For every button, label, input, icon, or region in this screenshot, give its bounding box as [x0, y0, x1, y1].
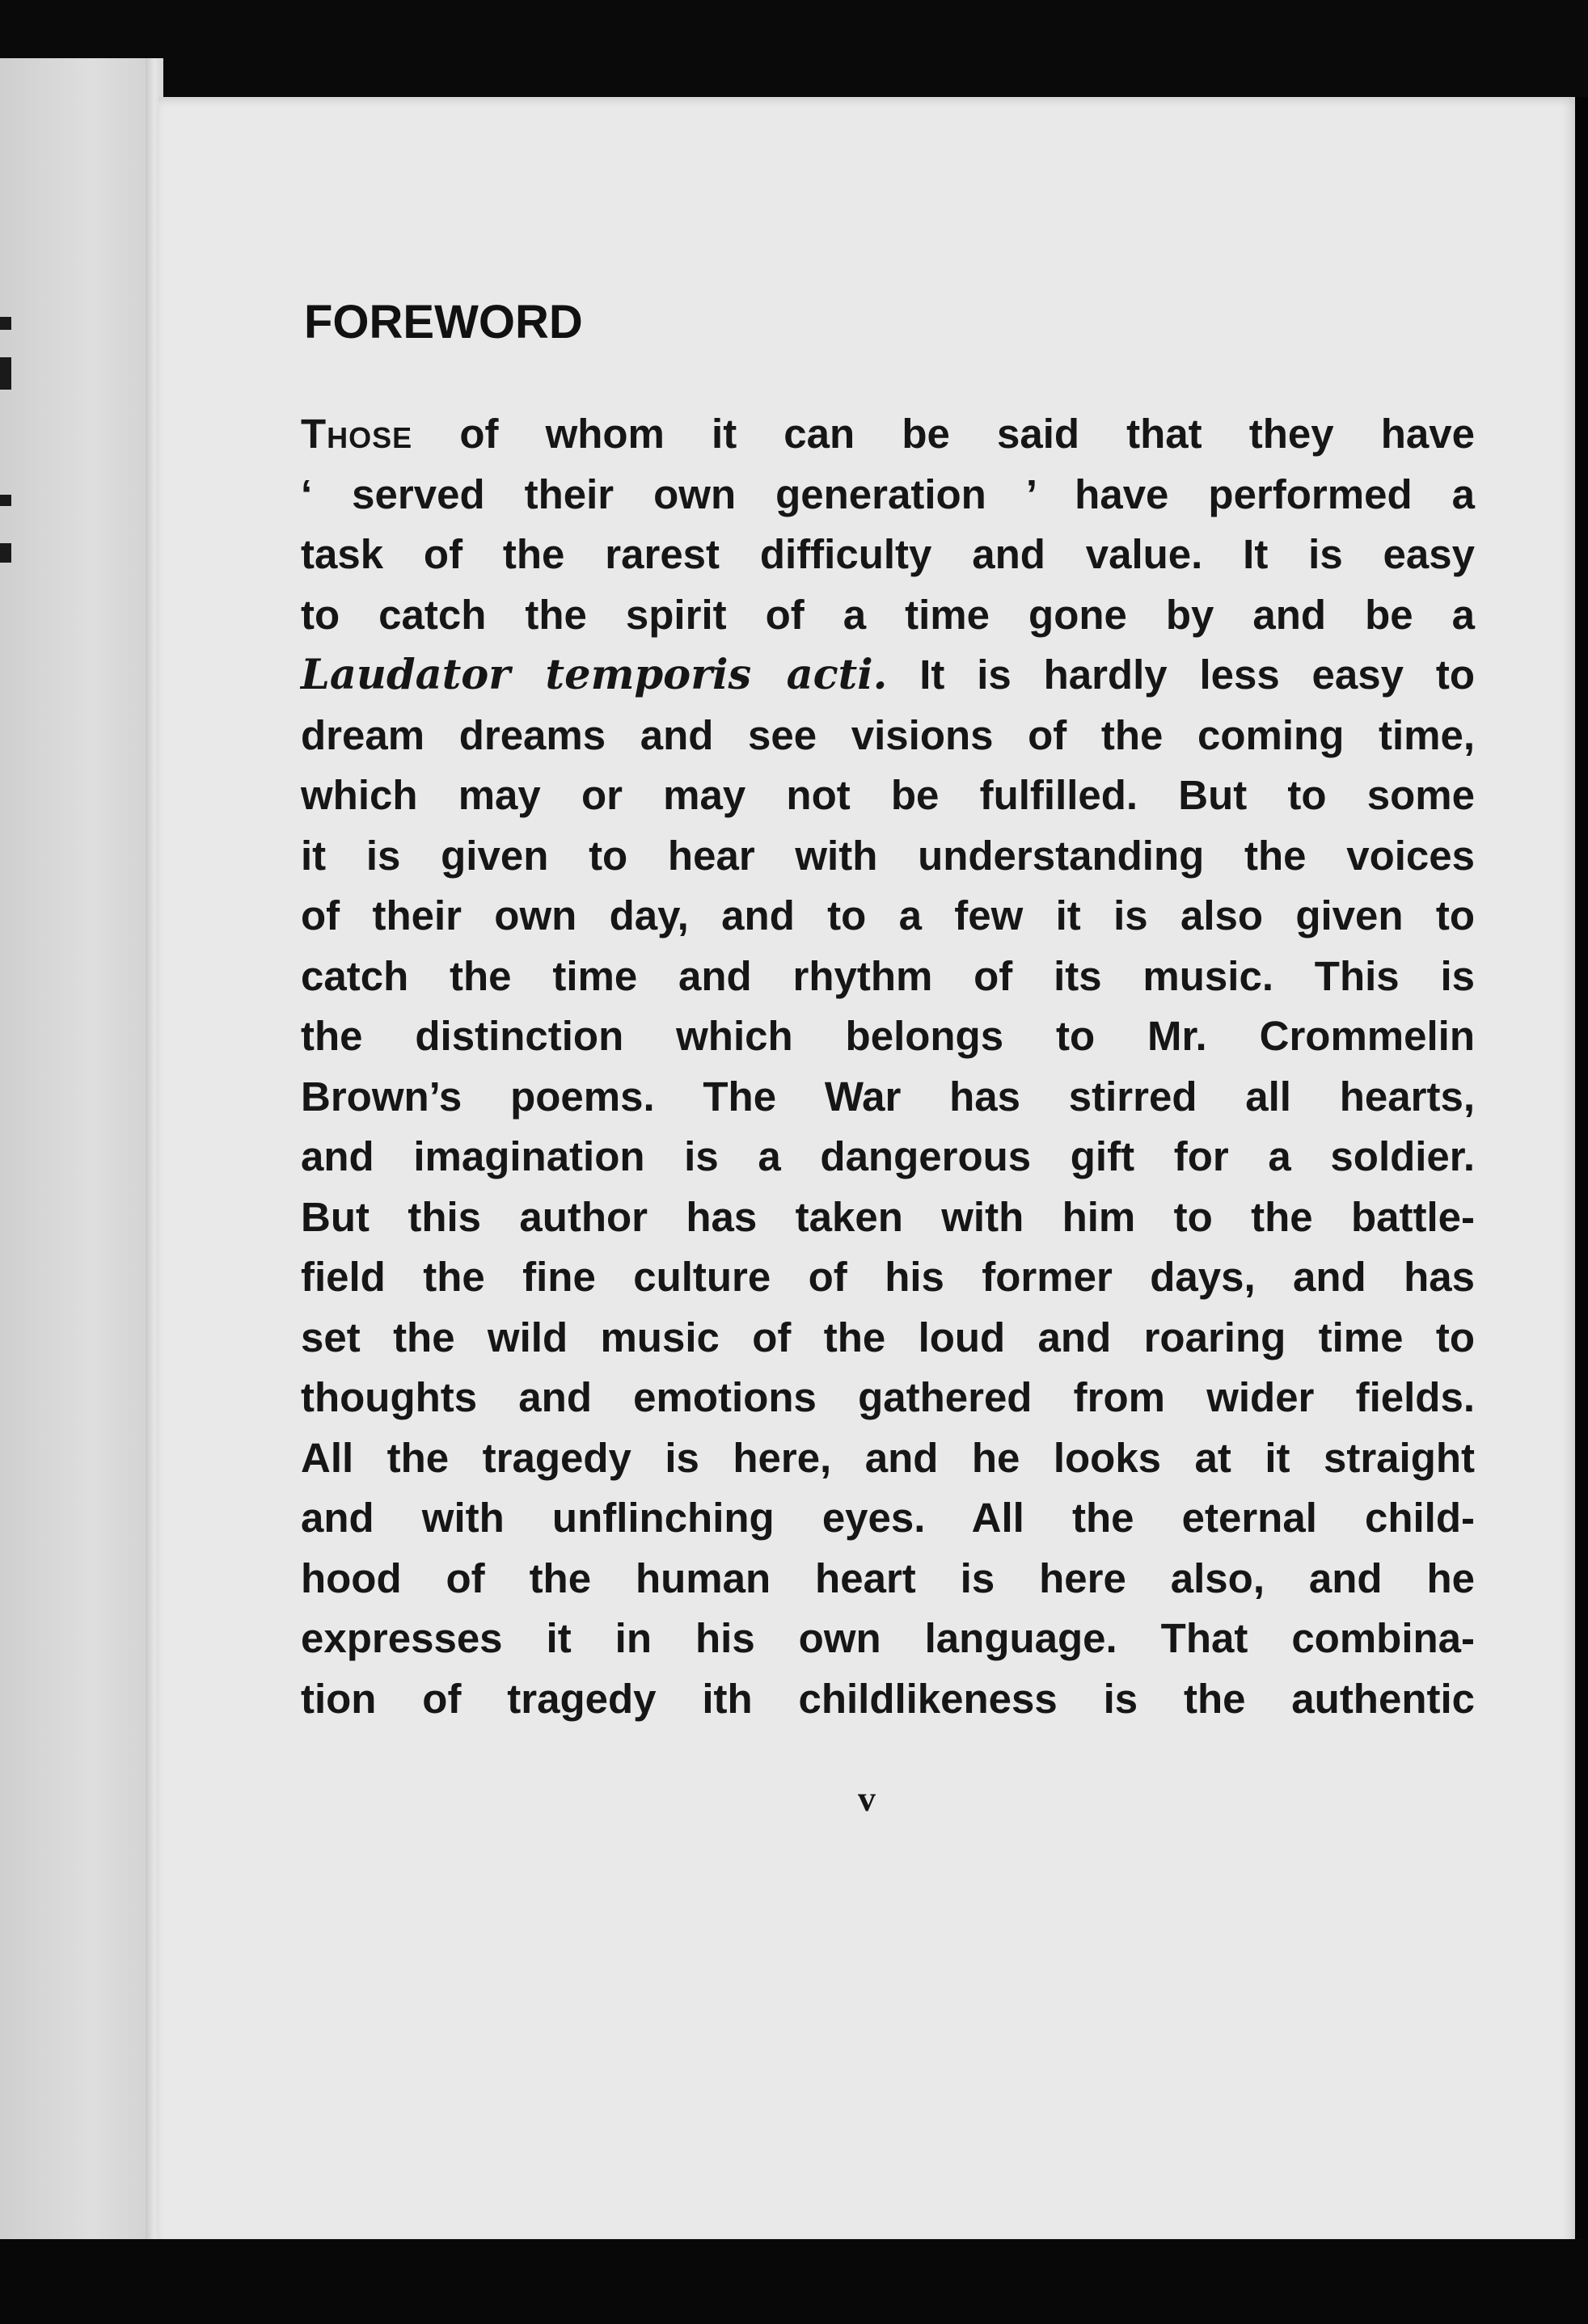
page-heading: FOREWORD: [304, 296, 583, 348]
text-line: thoughts and emotions gathered from wider fields.: [301, 1374, 1475, 1420]
text-line: to catch the spirit of a time gone by and be a: [301, 591, 1475, 638]
text-line: tion of tragedy ith childlikeness is the authentic: [301, 1675, 1475, 1722]
facing-page-edge: [0, 58, 154, 2245]
drop-word: Those: [301, 411, 413, 457]
page-number: v: [858, 1779, 876, 1819]
latin-phrase: Laudator temporis acti.: [301, 651, 888, 699]
text-line: it is given to hear with understanding the voices: [301, 832, 1475, 879]
text-line: task of the rarest difficulty and value. It is easy: [301, 531, 1475, 577]
book-page: [158, 97, 1575, 2243]
line-text: of whom it can be said that they have: [412, 411, 1475, 457]
text-line: Brown’s poems. The War has stirred all hearts,: [301, 1073, 1475, 1120]
text-line: dream dreams and see visions of the coming time,: [301, 711, 1475, 758]
scan-top-border: [0, 0, 1588, 97]
foreword-text-block: [301, 296, 1475, 1729]
text-line: hood of the human heart is here also, and he: [301, 1554, 1475, 1601]
text-line: All the tragedy is here, and he looks at it straight: [301, 1434, 1475, 1481]
text-line: of their own day, and to a few it is also given to: [301, 892, 1475, 938]
text-line: field the fine culture of his former days, and has: [301, 1254, 1475, 1300]
text-line: [301, 645, 1475, 706]
text-line: expresses it in his own language. That combina-: [301, 1615, 1475, 1661]
facing-page-ink-mark: [0, 357, 11, 390]
facing-page-ink-mark: [0, 495, 11, 506]
facing-page-ink-mark: [0, 543, 11, 563]
text-line: But this author has taken with him to the battle-: [301, 1193, 1475, 1240]
text-line: which may or may not be fulfilled. But to some: [301, 772, 1475, 818]
text-line: set the wild music of the loud and roaring time to: [301, 1314, 1475, 1360]
text-line: [301, 404, 1475, 465]
text-line: and with unflinching eyes. All the eternal child-: [301, 1495, 1475, 1541]
facing-page-ink-mark: [0, 317, 11, 330]
scan-bottom-border: [0, 2239, 1588, 2324]
text-line: catch the time and rhythm of its music. This is: [301, 952, 1475, 999]
text-line: and imagination is a dangerous gift for a soldier.: [301, 1133, 1475, 1179]
text-line: the distinction which belongs to Mr. Crommelin: [301, 1013, 1475, 1059]
line-text: It is hardly less easy to: [887, 652, 1475, 698]
text-line: ‘ served their own generation ’ have performed a: [301, 470, 1475, 517]
